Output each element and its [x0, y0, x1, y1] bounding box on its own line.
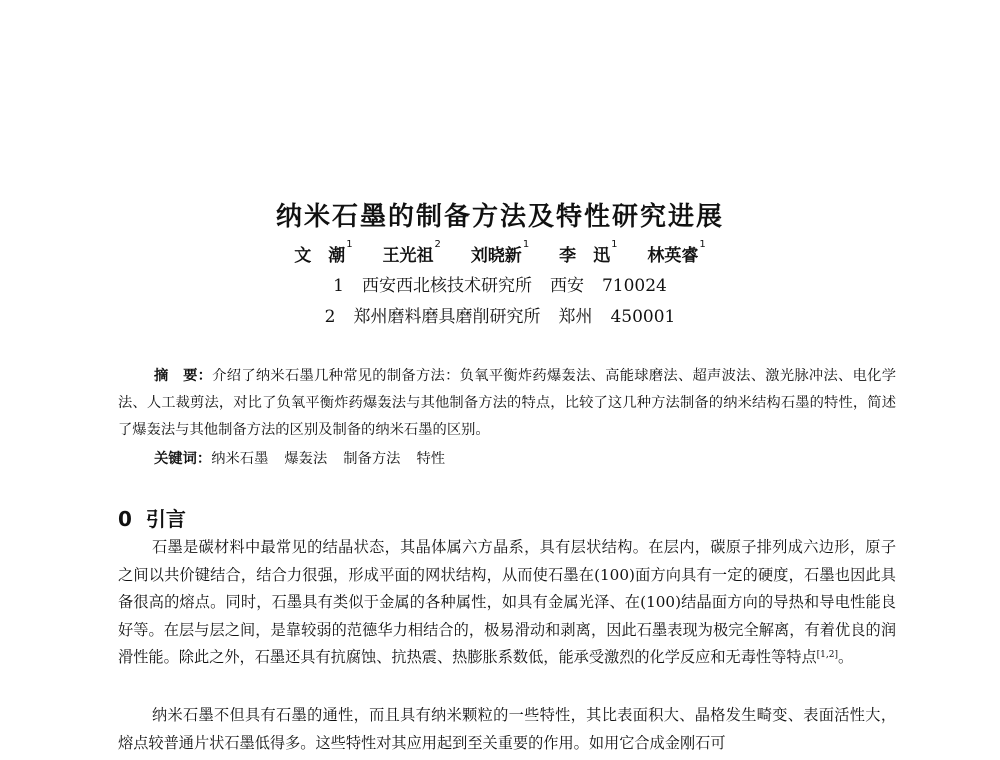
paragraph-text: 石墨是碳材料中最常见的结晶状态，其晶体属六方晶系，具有层状结构。在层内，碳原子排列成六边形，原子之间以共价键结合，结合力很强，形成平面的网状结构，从而使石墨在(100)面方向具有一定的硬度，石墨也因此具备很高的熔点。同时，石墨具有类似于金属的各种属性，如具有金属光泽、在(100)结晶面方向的导热和导电性能良好等。在层与层之间，是靠较弱的范德华力相结合的，极易滑动和剥离，因此石墨表现为极完全解离，有着优良的润滑性能。除此之外，石墨还具有抗腐蚀、抗热震、热膨胀系数低，能承受激烈的化学反应和无毒性等特点	[118, 538, 896, 666]
author-affiliation-mark: 1	[699, 239, 706, 250]
section-number: 0	[118, 507, 132, 531]
paper-title: 纳米石墨的制备方法及特性研究进展	[275, 202, 724, 232]
author-list	[0, 241, 1000, 266]
body-paragraph-2	[118, 702, 896, 757]
author-affiliation-mark: 1	[522, 239, 530, 250]
author-affiliation-mark: 1	[611, 239, 618, 250]
author-affiliation-mark: 1	[346, 239, 353, 250]
section-heading	[118, 503, 186, 532]
keyword: 纳米石墨	[211, 451, 269, 467]
keyword: 特性	[416, 451, 446, 467]
affiliation-number: 2	[324, 307, 336, 327]
section-title: 引言	[145, 507, 186, 531]
affiliation-postcode: 710024	[601, 276, 667, 296]
keyword: 制备方法	[343, 451, 401, 467]
keywords-label: 关键词：	[154, 451, 212, 467]
affiliation-1	[0, 271, 1000, 296]
affiliation-2	[0, 302, 1000, 327]
citation-mark: [1,2]	[816, 650, 838, 660]
author	[382, 239, 441, 266]
author-name: 李 迅	[559, 246, 611, 266]
keyword: 爆轰法	[284, 451, 328, 467]
paragraph-text: 纳米石墨不但具有石墨的通性，而且具有纳米颗粒的一些特性，其比表面积大、晶格发生畸变、表面活性大，熔点较普通片状石墨低得多。这些特性对其应用起到至关重要的作用。如用它合成金刚石可	[118, 706, 896, 752]
affiliation-number: 1	[333, 276, 344, 296]
keywords	[154, 448, 461, 468]
affiliation-city: 西安	[549, 276, 584, 296]
author	[294, 239, 353, 266]
author-name: 王光祖	[382, 246, 434, 266]
paragraph-end: 。	[837, 648, 854, 666]
abstract-label: 摘 要：	[154, 368, 213, 384]
body-paragraph-1	[118, 534, 896, 672]
affiliation-city: 郑州	[558, 307, 593, 327]
affiliation-org: 西安西北核技术研究所	[361, 276, 532, 296]
author-affiliation-mark: 2	[434, 239, 441, 250]
author	[647, 239, 706, 266]
author-name: 文 潮	[294, 246, 346, 266]
author-name: 刘晓新	[470, 246, 522, 266]
affiliation-org: 郑州磨料磨具磨削研究所	[353, 307, 541, 327]
author	[559, 239, 618, 266]
abstract-text: 介绍了纳米石墨几种常见的制备方法：负氧平衡炸药爆轰法、高能球磨法、超声波法、激光脉冲法、电化学法、人工裁剪法，对比了负氧平衡炸药爆轰法与其他制备方法的特点，比较了这几种方法制备的纳米结构石墨的特性，简述了爆轰法与其他制备方法的区别及制备的纳米石墨的区别。	[118, 368, 896, 438]
author-name: 林英睿	[647, 246, 699, 266]
author	[470, 239, 530, 266]
abstract	[118, 363, 896, 444]
affiliation-postcode: 450001	[610, 307, 676, 327]
